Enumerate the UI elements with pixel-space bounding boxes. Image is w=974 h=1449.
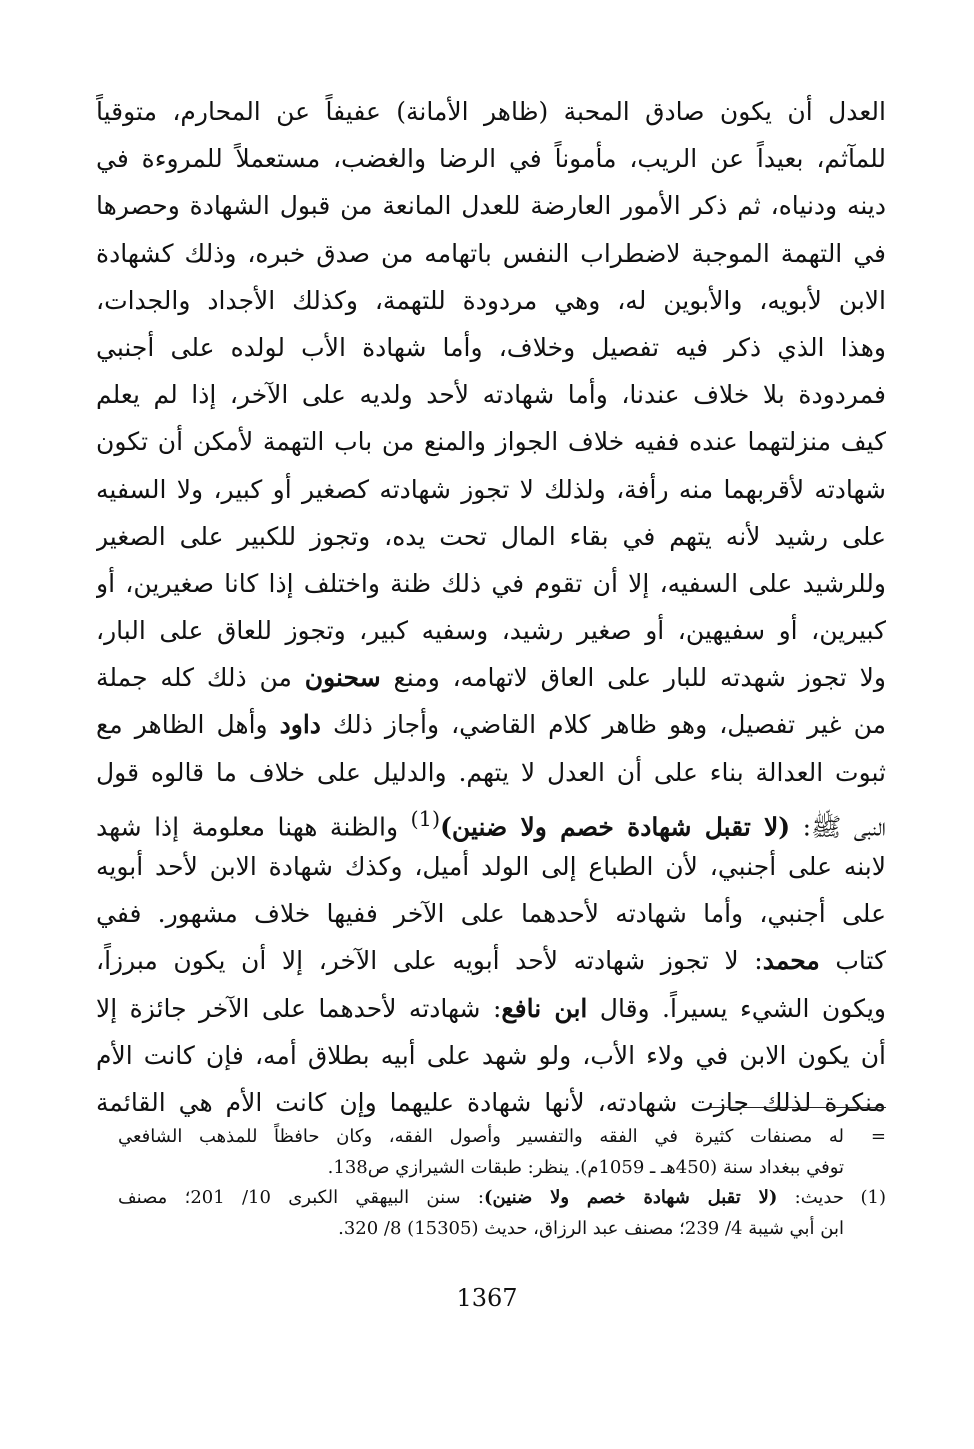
text-line: وهذا الذي ذكر فيه تفصيل وخلاف، وأما شهادة الأب لولده على أجنبي — [96, 332, 886, 362]
text-segment: من غير تفصيل، وهو ظاهر كلام القاضي، وأجاز ذلك — [320, 710, 886, 740]
text-line: فمردودة بلا خلاف عندنا، وأما شهادته لأحد ولديه على الآخر، إذا لم يعلم — [96, 380, 886, 410]
text-line: أن يكون الابن في ولاء الأب، ولو شهد على أبيه بطلاق أمه، فإن كانت الأم — [96, 1040, 886, 1070]
bold-name-dawud: داود — [279, 710, 321, 740]
text-line — [96, 701, 886, 748]
text-line: شهادته لأقربهما منه رأفة، ولذلك لا تجوز شهادته كصغير أو كبير، ولا السفيه — [96, 474, 886, 504]
bold-name-sahnun: سحنون — [304, 663, 381, 693]
footnote-separator — [710, 1107, 886, 1108]
text-segment: : شهادته لأحدهما على الآخر جائزة إلا — [96, 993, 502, 1023]
text-segment: النبي ﷺ: — [790, 812, 886, 842]
footnote-1 — [118, 1183, 886, 1244]
text-line: لابنه على أجنبي، لأن الطباع إلى الولد أميل، وكذك شهادة الابن لأحد أبويه — [96, 852, 886, 881]
text-line: في التهمة الموجبة لاضطراب النفس باتهامه من صدق خبره، وذلك كشهادة — [96, 238, 886, 268]
continuation-mark: = — [870, 1126, 886, 1147]
text-line: دينه ودنياه، ثم ذكر الأمور العارضة للعدل المانعة من قبول الشهادة وحصرها — [96, 191, 886, 221]
text-segment: من ذلك كله جملة — [96, 663, 305, 693]
main-text — [96, 88, 886, 1126]
text-line: على أجنبي، وأما شهادته لأحدهما على الآخر ففيها خلاف مشهور. ففي — [96, 899, 886, 929]
page-number: 1367 — [456, 1284, 518, 1312]
text-line: وللرشيد على السفيه، إلا أن تقوم في ذلك ظنة واختلف إذا كانا صغيرين، أو — [96, 568, 886, 598]
footnote-continuation — [118, 1122, 886, 1183]
text-segment: كتاب — [819, 946, 886, 976]
footnote-line: له مصنفات كثيرة في الفقه والتفسير وأصول الفقه، وكان حافظاً للمذهب الشافعي — [118, 1126, 844, 1147]
footnote-number: (1) — [860, 1187, 886, 1208]
text-line — [96, 796, 886, 843]
text-segment: : لا تجوز شهادته لأحد أبويه على الآخر، إلا أن يكون مبرزاً، — [96, 946, 763, 976]
bold-name-muhammad: محمد — [762, 946, 820, 976]
text-line — [96, 654, 886, 701]
text-line: على رشيد لأنه يتهم في بقاء المال تحت يده، وتجوز للكبير على الصغير — [96, 521, 886, 551]
text-line — [96, 937, 886, 984]
text-line: الابن لأبويه، والأبوين له، وهي مردودة للتهمة، وكذلك الأجداد والجدات، — [96, 285, 886, 315]
bold-hadith-quote: (لا تقبل شهادة خصم ولا ضنين) — [483, 1187, 778, 1208]
text-line — [96, 985, 886, 1032]
text-line: كبيرين، أو سفيهين، أو صغير رشيد، وسفيه كبير، وتجوز للعاق على البار، — [96, 616, 886, 646]
text-line: كيف منزلتهما عنده ففيه خلاف الجواز والمنع من باب التهمة لأمكن أن تكون — [96, 427, 886, 457]
bold-hadith-quote: (لا تقبل شهادة خصم ولا ضنين) — [440, 812, 791, 842]
text-segment: حديث: — [777, 1187, 844, 1208]
footnote-line: توفي ببغداد سنة (450هـ ـ 1059م). ينظر: طبقات الشيرازي ص138. — [327, 1156, 844, 1178]
text-line: منكرة لذلك جازت شهادته، لأنها شهادة عليهما وإن كانت الأم هي القائمة — [96, 1087, 886, 1117]
footnote-ref: (1) — [410, 806, 441, 831]
bold-name-ibn-nafi: ابن نافع — [501, 993, 588, 1023]
text-line: العدل أن يكون صادق المحبة (ظاهر الأمانة) عفيفاً عن المحارم، متوقياً — [96, 97, 886, 126]
text-segment: والظنة ههنا معلومة إذا شهد — [96, 812, 411, 842]
text-segment: : سنن البيهقي الكبرى 10/ 201؛ مصنف — [118, 1187, 484, 1208]
text-line: للمآثم، بعيداً عن الريب، مأموناً في الرضا والغضب، مستعملاً للمروءة في — [96, 144, 886, 174]
footnotes — [118, 1122, 886, 1244]
footnote-line — [118, 1183, 844, 1214]
text-segment: وأهل الظاهر مع — [96, 710, 280, 740]
text-line: ثبوت العدالة بناء على أن العدل لا يتهم. والدليل على خلاف ما قالوه قول — [96, 757, 886, 787]
footnote-line: ابن أبي شيبة 4/ 239؛ مصنف عبد الرزاق، حديث (15305) 8/ 320. — [338, 1217, 844, 1239]
text-segment: ويكون الشيء يسيراً. وقال — [587, 993, 886, 1023]
text-segment: ولا تجوز شهدته للبار على العاق لاتهامه، ومنع — [380, 663, 886, 693]
